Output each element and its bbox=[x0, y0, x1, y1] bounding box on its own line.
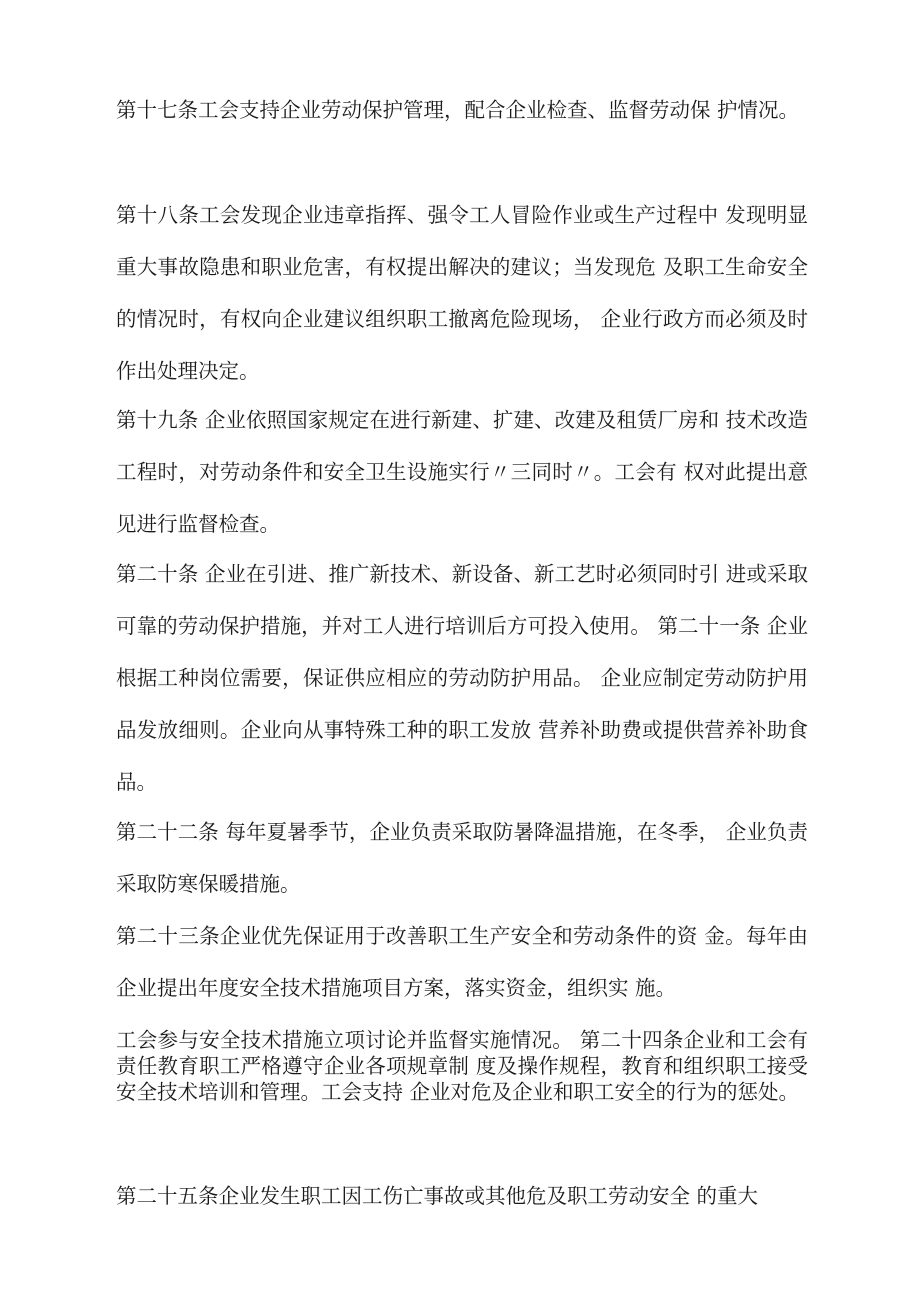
article-17-paragraph: 第十七条工会支持企业劳动保护管理，配合企业检查、监督劳动保 护情况。 bbox=[116, 98, 800, 122]
article-24-paragraph: 工会参与安全技术措施立项讨论并监督实施情况。 第二十四条企业和工会有责任教育职工严格遵守企业各项规章制 度及操作规程，教育和组织职工接受安全技术培训和管理。工会支持 企业对危及企业和职工安全的行为的惩处。 bbox=[116, 1028, 808, 1104]
article-18-paragraph: 第十八条工会发现企业违章指挥、强令工人冒险作业或生产过程中 发现明显重大事故隐患和职业危害，有权提出解决的建议；当发现危 及职工生命安全的情况时，有权向企业建议组织职工撤离危险现场， 企业行政方而必须及时作出处理决定。 bbox=[116, 203, 808, 383]
article-22-paragraph: 第二十二条 每年夏暑季节，企业负责采取防暑降温措施，在冬季， 企业负责采取防寒保暖措施。 bbox=[116, 820, 808, 896]
article-25-paragraph: 第二十五条企业发生职工因工伤亡事故或其他危及职工劳动安全 的重大 bbox=[116, 1184, 759, 1208]
article-23-paragraph: 第二十三条企业优先保证用于改善职工生产安全和劳动条件的资 金。每年由企业提出年度安全技术措施项目方案，落实资金，组织实 施。 bbox=[116, 924, 808, 1000]
article-20-21-paragraph: 第二十条 企业在引进、推广新技术、新设备、新工艺时必须同时引 进或采取可靠的劳动保护措施，并对工人进行培训后方可投入使用。 第二十一条 企业根据工种岗位需要，保证供应相应的劳动防护用品。 企业应制定劳动防护用品发放细则。企业向从事特殊工种的职工发放 营养补助费或提供营养补助食品。 bbox=[116, 562, 808, 794]
article-19-paragraph: 第十九条 企业依照国家规定在进行新建、扩建、改建及租赁厂房和 技术改造工程时，对劳动条件和安全卫生设施实行〃三同时〃。工会有 权对此提出意见进行监督检查。 bbox=[116, 408, 808, 536]
